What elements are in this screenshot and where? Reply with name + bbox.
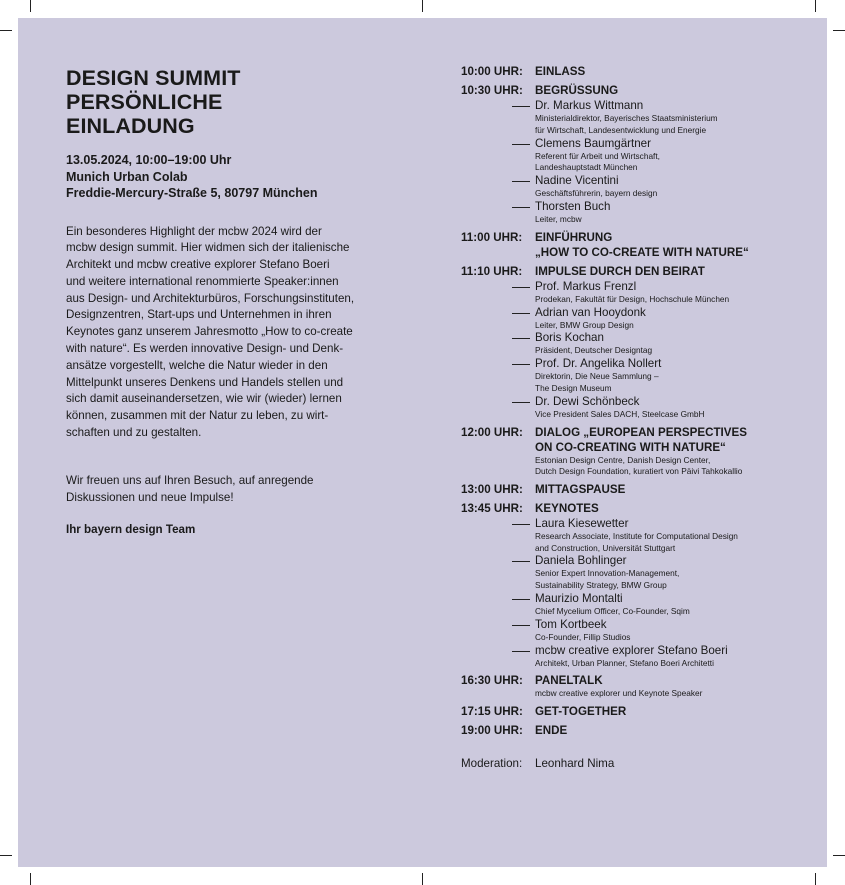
event-detail-line: Freddie-Mercury-Straße 5, 80797 München xyxy=(66,186,318,200)
crop-mark xyxy=(0,30,12,31)
speaker-role: Co-Founder, Fillip Studios xyxy=(535,631,631,642)
speaker-name: Dr. Dewi Schönbeck xyxy=(535,394,640,408)
program-item-body xyxy=(535,723,811,738)
program-item-body xyxy=(535,673,811,700)
title-line: DESIGN SUMMIT xyxy=(66,66,241,90)
crop-mark xyxy=(833,855,845,856)
intro-line: können, zusammen mit der Natur zu leben, zu wirt- xyxy=(66,409,329,423)
program-time: 13:45 UHR: xyxy=(461,501,523,515)
speaker xyxy=(535,592,811,618)
program-item xyxy=(461,673,811,700)
speaker-name: Nadine Vicentini xyxy=(535,174,619,188)
speaker xyxy=(535,200,811,226)
program-item xyxy=(461,425,811,478)
dash-icon xyxy=(512,599,530,600)
invitation-left-column xyxy=(66,66,396,538)
intro-line: schaften und zu gestalten. xyxy=(66,426,202,440)
program-item-body xyxy=(535,64,811,79)
speaker xyxy=(535,644,811,670)
program-item-body xyxy=(535,425,811,478)
moderation-label: Moderation: xyxy=(461,756,523,770)
program-item xyxy=(461,64,811,79)
speaker-role: Architekt, Urban Planner, Stefano Boeri Architetti xyxy=(535,657,714,668)
dash-icon xyxy=(512,106,530,107)
intro-line: Architekt und mcbw creative explorer Stefano Boeri xyxy=(66,258,330,272)
program-title: ON CO-CREATING WITH NATURE“ xyxy=(535,440,726,454)
event-detail-line: 13.05.2024, 10:00–19:00 Uhr xyxy=(66,153,232,167)
speaker-name: Adrian van Hooydonk xyxy=(535,305,646,319)
speaker xyxy=(535,517,811,555)
program-title: IMPULSE DURCH DEN BEIRAT xyxy=(535,264,705,278)
crop-mark xyxy=(422,0,423,12)
program-title: GET-TOGETHER xyxy=(535,704,627,718)
speaker-role: Leiter, mcbw xyxy=(535,213,582,224)
program-title: PANELTALK xyxy=(535,674,603,688)
crop-mark xyxy=(0,855,12,856)
intro-line: sich damit auseinandersetzen, wie wir (wieder) lernen xyxy=(66,392,342,406)
program-title: BEGRÜSSUNG xyxy=(535,84,619,97)
program-title: MITTAGSPAUSE xyxy=(535,482,626,496)
title-line: EINLADUNG xyxy=(66,114,195,138)
crop-mark xyxy=(30,873,31,885)
page-title xyxy=(66,66,396,138)
speaker-name: Prof. Markus Frenzl xyxy=(535,279,637,293)
program-time: 10:00 UHR: xyxy=(461,65,523,78)
speaker-name: Clemens Baumgärtner xyxy=(535,136,651,150)
speaker-name: Dr. Markus Wittmann xyxy=(535,99,644,112)
speaker-role: Geschäftsführerin, bayern design xyxy=(535,188,658,199)
crop-mark xyxy=(833,30,845,31)
program-item xyxy=(461,230,811,260)
speaker-role: Leiter, BMW Group Design xyxy=(535,319,634,330)
intro-line: Ein besonderes Highlight der mcbw 2024 wird der xyxy=(66,224,322,238)
speaker-role: Chief Mycelium Officer, Co-Founder, Sqim xyxy=(535,605,690,616)
program-title: ENDE xyxy=(535,723,568,737)
speaker-name: Tom Kortbeek xyxy=(535,617,607,631)
dash-icon xyxy=(512,524,530,525)
program-title: EINFÜHRUNG xyxy=(535,230,613,244)
speaker-role: Research Associate, Institute for Computational Design xyxy=(535,530,738,541)
speaker-name: Boris Kochan xyxy=(535,331,604,345)
greeting-line: Wir freuen uns auf Ihren Besuch, auf anregende xyxy=(66,473,314,487)
program-item-body xyxy=(535,482,811,497)
program-time: 13:00 UHR: xyxy=(461,482,523,496)
intro-text xyxy=(66,224,396,442)
program-schedule xyxy=(461,64,811,771)
moderator-name: Leonhard Nima xyxy=(535,756,615,770)
speaker-role: Präsident, Deutscher Designtag xyxy=(535,345,653,356)
speaker-name: Prof. Dr. Angelika Nollert xyxy=(535,357,662,371)
program-note: Dutch Design Foundation, kuratiert von Päivi Tahkokallio xyxy=(535,466,743,477)
speaker-name: mcbw creative explorer Stefano Boeri xyxy=(535,643,728,657)
intro-line: Designzentren, Start-ups und Unternehmen in ihren xyxy=(66,308,332,322)
program-item-body xyxy=(535,704,811,719)
program-item xyxy=(461,482,811,497)
crop-mark xyxy=(422,873,423,885)
speaker xyxy=(535,618,811,644)
program-time: 12:00 UHR: xyxy=(461,425,523,439)
dash-icon xyxy=(512,402,530,403)
program-item-body xyxy=(535,264,811,421)
crop-mark xyxy=(30,0,31,12)
intro-line: Keynotes ganz unserem Jahresmotto „How to co-create xyxy=(66,325,353,339)
dash-icon xyxy=(512,144,530,145)
dash-icon xyxy=(512,561,530,562)
program-item xyxy=(461,723,811,738)
speaker-list xyxy=(535,280,811,421)
speaker-list xyxy=(535,99,811,226)
invitation-page xyxy=(18,18,827,867)
intro-line: und weitere international renommierte Speaker:innen xyxy=(66,274,339,288)
dash-icon xyxy=(512,313,530,314)
speaker-role: Direktorin, Die Neue Sammlung – xyxy=(535,371,659,382)
dash-icon xyxy=(512,287,530,288)
program-item-body xyxy=(535,230,811,260)
title-line: PERSÖNLICHE xyxy=(66,90,223,114)
crop-mark xyxy=(815,873,816,885)
dash-icon xyxy=(512,181,530,182)
program-item xyxy=(461,501,811,670)
speaker-role: and Construction, Universität Stuttgart xyxy=(535,542,676,553)
speaker xyxy=(535,357,811,395)
program-time: 16:30 UHR: xyxy=(461,674,523,688)
speaker xyxy=(535,99,811,137)
program-item xyxy=(461,264,811,421)
program-item xyxy=(461,83,811,226)
speaker xyxy=(535,331,811,357)
event-detail-line: Munich Urban Colab xyxy=(66,169,188,184)
speaker-name: Thorsten Buch xyxy=(535,199,611,213)
speaker xyxy=(535,395,811,421)
speaker xyxy=(535,306,811,332)
intro-line: Mittelpunkt unseres Denkens und Handels stellen und xyxy=(66,375,344,389)
speaker-list xyxy=(535,517,811,670)
speaker-role: Senior Expert Innovation-Management, xyxy=(535,568,680,579)
moderation xyxy=(461,756,811,771)
dash-icon xyxy=(512,625,530,626)
speaker-name: Daniela Bohlinger xyxy=(535,554,627,568)
speaker-role: Sustainability Strategy, BMW Group xyxy=(535,580,667,591)
program-title: „HOW TO CO-CREATE WITH NATURE“ xyxy=(535,245,749,259)
speaker-name: Laura Kiesewetter xyxy=(535,516,629,530)
program-title: DIALOG „EUROPEAN PERSPECTIVES xyxy=(535,425,747,439)
program-title: KEYNOTES xyxy=(535,501,599,515)
speaker xyxy=(535,137,811,175)
program-time: 11:00 UHR: xyxy=(461,230,523,244)
program-item xyxy=(461,704,811,719)
program-note: Estonian Design Centre, Danish Design Center, xyxy=(535,454,711,465)
speaker-role: für Wirtschaft, Landesentwicklung und Energie xyxy=(535,124,707,135)
dash-icon xyxy=(512,651,530,652)
speaker-role: Referent für Arbeit und Wirtschaft, xyxy=(535,150,660,161)
program-time: 11:10 UHR: xyxy=(461,264,523,278)
intro-line: ansätze vorgestellt, welche die Natur wieder in den xyxy=(66,358,328,372)
speaker-role: Vice President Sales DACH, Steelcase GmbH xyxy=(535,408,705,419)
program-time: 19:00 UHR: xyxy=(461,723,523,737)
speaker xyxy=(535,554,811,592)
program-note: mcbw creative explorer und Keynote Speaker xyxy=(535,688,703,699)
greeting-line: Diskussionen und neue Impulse! xyxy=(66,490,234,504)
program-list xyxy=(461,64,811,738)
dash-icon xyxy=(512,207,530,208)
intro-line: mcbw design summit. Hier widmen sich der italienische xyxy=(66,241,350,255)
event-details xyxy=(66,152,396,202)
dash-icon xyxy=(512,338,530,339)
intro-line: aus Design- und Architekturbüros, Forschungsinstituten, xyxy=(66,291,355,305)
dash-icon xyxy=(512,364,530,365)
speaker xyxy=(535,174,811,200)
greeting-text xyxy=(66,473,396,507)
program-time: 17:15 UHR: xyxy=(461,704,523,718)
speaker-name: Maurizio Montalti xyxy=(535,591,623,605)
program-title: EINLASS xyxy=(535,65,586,78)
program-item-body xyxy=(535,83,811,226)
crop-mark xyxy=(815,0,816,12)
program-item-body xyxy=(535,501,811,670)
speaker xyxy=(535,280,811,306)
speaker-role: Landeshauptstadt München xyxy=(535,162,638,173)
speaker-role: The Design Museum xyxy=(535,382,612,393)
speaker-role: Ministerialdirektor, Bayerisches Staatsministerium xyxy=(535,113,718,123)
intro-line: with nature“. Es werden innovative Design- und Denk- xyxy=(66,342,344,356)
program-time: 10:30 UHR: xyxy=(461,84,523,97)
speaker-role: Prodekan, Fakultät für Design, Hochschule München xyxy=(535,293,730,304)
signature: Ihr bayern design Team xyxy=(66,523,196,537)
